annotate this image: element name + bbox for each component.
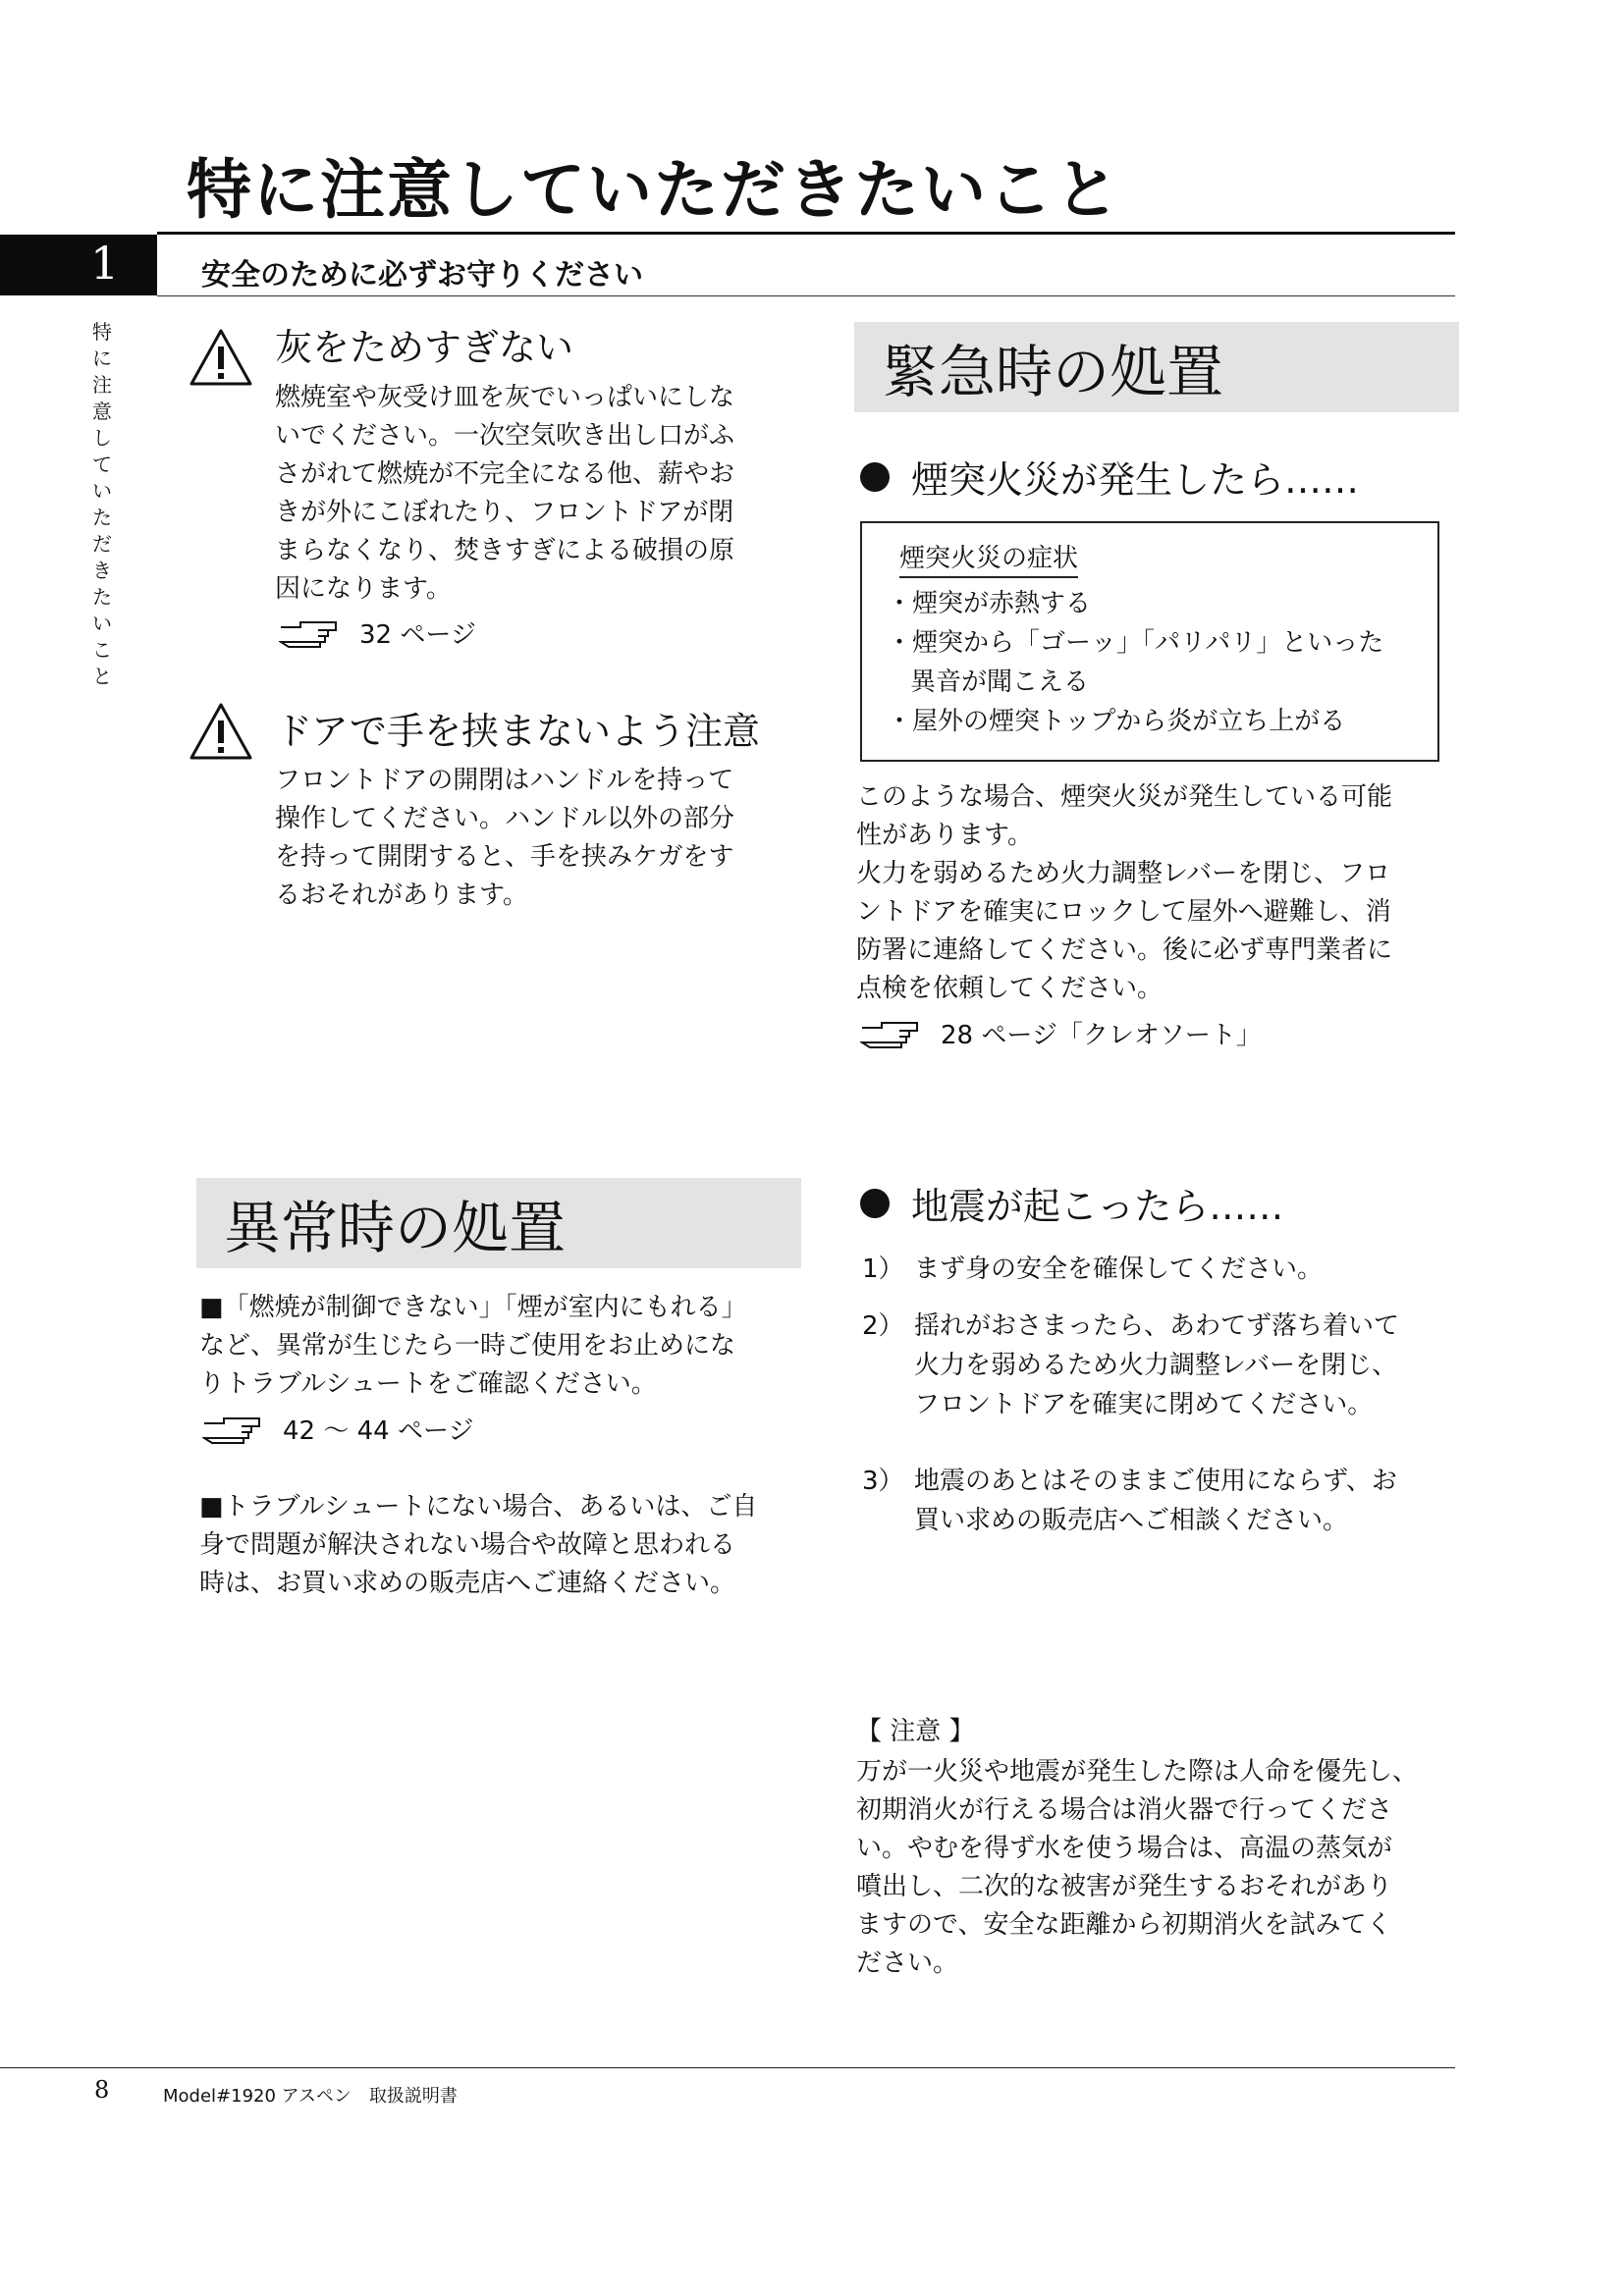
subtitle-divider [157,295,1455,296]
reference-text: 42 ～ 44 ページ [283,1416,474,1446]
bullet-icon [860,462,890,492]
warning-body-door: フロントドアの開閉はハンドルを持って 操作してください。ハンドル以外の部分 を持って開閉すると、手を挟みケガをす るおそれがあります。 [275,766,735,910]
footer-model-text: Model#1920 アスペン 取扱説明書 [163,2086,458,2107]
page-reference [202,1411,473,1447]
symptom-item: 異音が聞こえる [910,667,1090,697]
step-number: 3） [862,1467,904,1496]
warning-heading-ash: 灰をためすぎない [275,326,574,369]
bullet-icon [860,1189,890,1218]
reference-text: 32 ページ [359,620,476,650]
symptom-box-title: 煙突火災の症状 [899,538,1078,578]
side-chapter-label: 特に注意していただきたいこと [92,320,112,688]
footer-divider [0,2067,1455,2068]
earthquake-heading [860,1176,1283,1230]
symptom-list [887,584,1383,741]
symptom-item: ・屋外の煙突トップから炎が立ち上がる [887,707,1346,736]
pointing-hand-icon [202,1415,263,1444]
caution-title: 【 注意 】 [856,1717,975,1746]
chapter-number: 1 [90,237,120,290]
earthquake-step [862,1307,1399,1424]
symptom-item: ・煙突から「ゴーッ」「パリパリ」といった [887,628,1384,658]
symptom-item: ・煙突が赤熱する [887,589,1092,618]
section-subtitle: 安全のために必ずお守りください [201,258,643,293]
warning-body-ash: 燃焼室や灰受け皿を灰でいっぱいにしな いでください。一次空気吹き出し口がふ さがれて燃焼が不完全になる他、薪やお きが外にこぼれたり、フロントドアが閉 まらなくなり、焚きすぎによる破損の原 因になります。 [275,383,735,604]
earthquake-heading-text: 地震が起こったら…… [911,1185,1284,1228]
chimney-fire-body: このような場合、煙突火災が発生している可能 性があります。 火力を弱めるため火力調整レバーを閉じ、フロ ントドアを確実にロックして屋外へ避難し、消 防署に連絡してください。後に必ず専門業者に 点検を依頼してください。 [856,782,1393,1003]
abnormal-section-heading: 異常時の処置 [196,1178,801,1268]
title-divider [157,232,1455,235]
earthquake-step [862,1250,1323,1289]
page-number: 8 [94,2076,110,2104]
page-title: 特に注意していただきたいこと [187,151,1121,228]
chimney-fire-heading [860,450,1359,504]
pointing-hand-icon [860,1019,921,1048]
pointing-hand-icon [279,618,340,648]
caution-body: 万が一火災や地震が発生した際は人命を優先し、 初期消火が行える場合は消火器で行ってくださ い。やむを得ず水を使う場合は、高温の蒸気が 噴出し、二次的な被害が発生するおそれがあり ますので、安全な距離から初期消火を試みてく ださい。 [856,1757,1419,1978]
chapter-tab [0,235,157,295]
step-number: 2） [862,1311,904,1341]
step-text: 揺れがおさまったら、あわてず落ち着いて 火力を弱めるため火力調整レバーを閉じ、 フロントドアを確実に閉めてください。 [914,1311,1400,1419]
warning-heading-door: ドアで手を挟まないよう注意 [275,710,761,753]
emergency-section-heading: 緊急時の処置 [854,322,1459,412]
chimney-fire-heading-text: 煙突火災が発生したら…… [911,458,1360,502]
reference-text: 28 ページ「クレオソート」 [941,1021,1262,1050]
step-text: 地震のあとはそのままご使用にならず、お 買い求めの販売店へご相談ください。 [914,1467,1397,1535]
page-reference [279,614,476,651]
warning-icon [189,328,253,387]
step-text: まず身の安全を確保してください。 [914,1255,1324,1284]
abnormal-paragraph-2: ■トラブルシュートにない場合、あるいは、ご自 身で問題が解決されない場合や故障と思われる 時は、お買い求めの販売店へご連絡ください。 [199,1492,758,1598]
abnormal-paragraph-1: ■「燃焼が制御できない」「煙が室内にもれる」 など、異常が生じたら一時ご使用をお止めにな りトラブルシュートをご確認ください。 [199,1293,747,1399]
earthquake-step [862,1462,1397,1540]
step-number: 1） [862,1255,904,1284]
warning-icon [189,702,253,761]
page-reference [860,1015,1262,1051]
